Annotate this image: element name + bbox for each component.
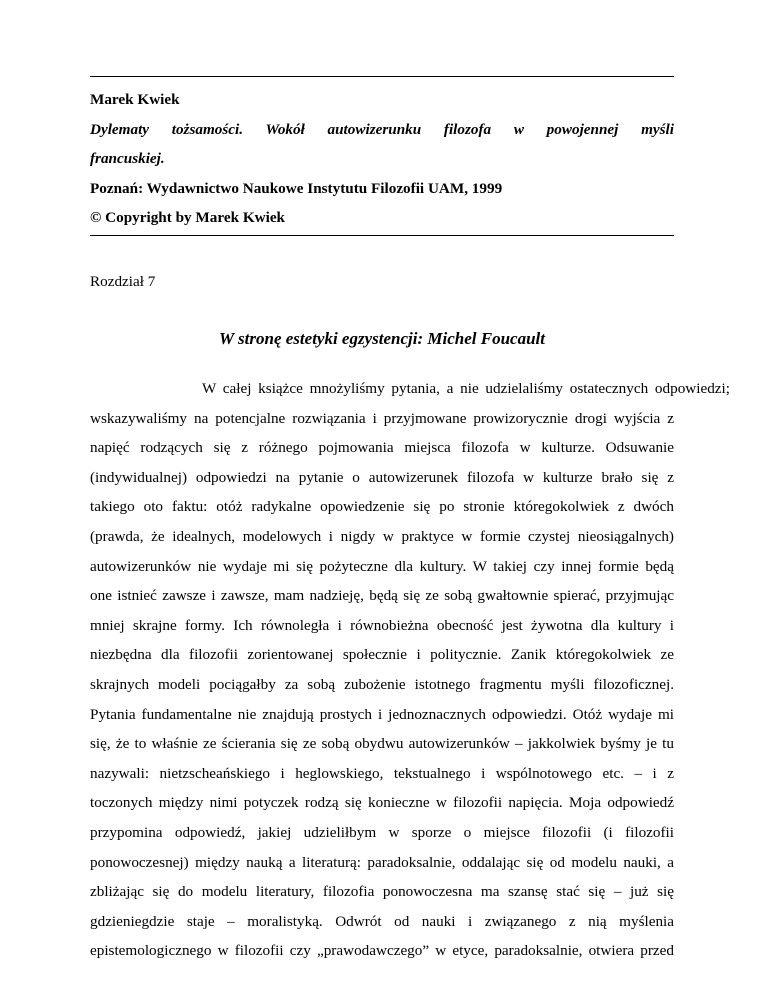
body-line: (prawda, że idealnych, modelowych i nigdy w praktyce w formie czystej nieosiągalnych) [90,527,674,545]
body-line: epistemologicznego w filozofii czy „prawodawczego” w etyce, paradoksalnie, otwiera przed [90,942,674,960]
body-line: gdzieniegdzie staje – moralistyką. Odwrót od nauki i związanego z nią myślenia [90,912,674,930]
copyright-notice: © Copyright by Marek Kwiek [90,209,286,226]
body-line: mniej skrajne formy. Ich równoległa i równobieżna obecność jest żywotna dla kultury i [90,616,674,634]
body-line: takiego oto faktu: otóż radykalne opowiedzenie się po stronie któregokolwiek z dwóch [90,498,674,516]
bibliographic-header [90,85,674,233]
body-line: W całej książce mnożyliśmy pytania, a nie udzielaliśmy ostatecznych odpowiedzi; [202,380,730,397]
body-paragraph [90,374,730,966]
body-line: się, że to właśnie ze ścierania się ze sobą obydwu autowizerunków – jakkolwiek byśmy je tu [90,735,674,753]
body-line: one istnieć zawsze i zawsze, mam nadzieję, będą się ze sobą gwałtownie spierać, przyjmując [90,587,674,605]
section-title: W stronę estetyki egzystencji: Michel Foucault [219,329,545,348]
chapter-label: Rozdział 7 [90,273,156,290]
book-title-line-2: francuskiej. [90,150,165,167]
bottom-divider [90,235,674,236]
body-line: nazywali: nietzscheańskiego i heglowskiego, tekstualnego i wspólnotowego etc. – i z [90,764,674,782]
body-line: toczonych między nimi potyczek rodzą się konieczne w filozofii napięcia. Moja odpowiedź [90,794,674,812]
body-line: niezbędna dla filozofii zorientowanej społecznie i politycznie. Zanik któregokolwiek ze [90,646,674,664]
publisher-info: Poznań: Wydawnictwo Naukowe Instytutu Filozofii UAM, 1999 [90,179,503,197]
body-line: skrajnych modeli pociągałby za sobą zubożenie istotnego fragmentu myśli filozoficznej. [90,675,674,693]
top-divider [90,76,674,77]
body-line: ponowoczesnej) między nauką a literaturą: paradoksalnie, oddalając się od modelu nauki, a [90,853,674,871]
book-title-line-1: Dylematy tożsamości. Wokół autowizerunku filozofa w powojennej myśli [90,120,674,138]
body-line: Pytania fundamentalne nie znajdują prostych i jednoznacznych odpowiedzi. Otóż wydaje mi [90,705,674,723]
body-line: napięć rodzących się z różnego pojmowania miejsca filozofa w kulturze. Odsuwanie [90,439,674,457]
body-line: przypomina odpowiedź, jakiej udzieliłbym w sporze o miejsce filozofii (i filozofii [90,823,674,841]
author-name: Marek Kwiek [90,91,180,108]
body-line: wskazywaliśmy na potencjalne rozwiązania i przyjmowane prowizorycznie drogi wyjścia z [90,409,674,427]
body-line: (indywidualnej) odpowiedzi na pytanie o autowizerunek filozofa w kulturze brało się z [90,468,674,486]
body-line: autowizerunków nie wydaje mi się pożyteczne dla kultury. W takiej czy innej formie będą [90,557,674,575]
body-line: zbliżając się do modelu literatury, filozofia ponowoczesna ma szansę stać się – już się [90,883,674,901]
